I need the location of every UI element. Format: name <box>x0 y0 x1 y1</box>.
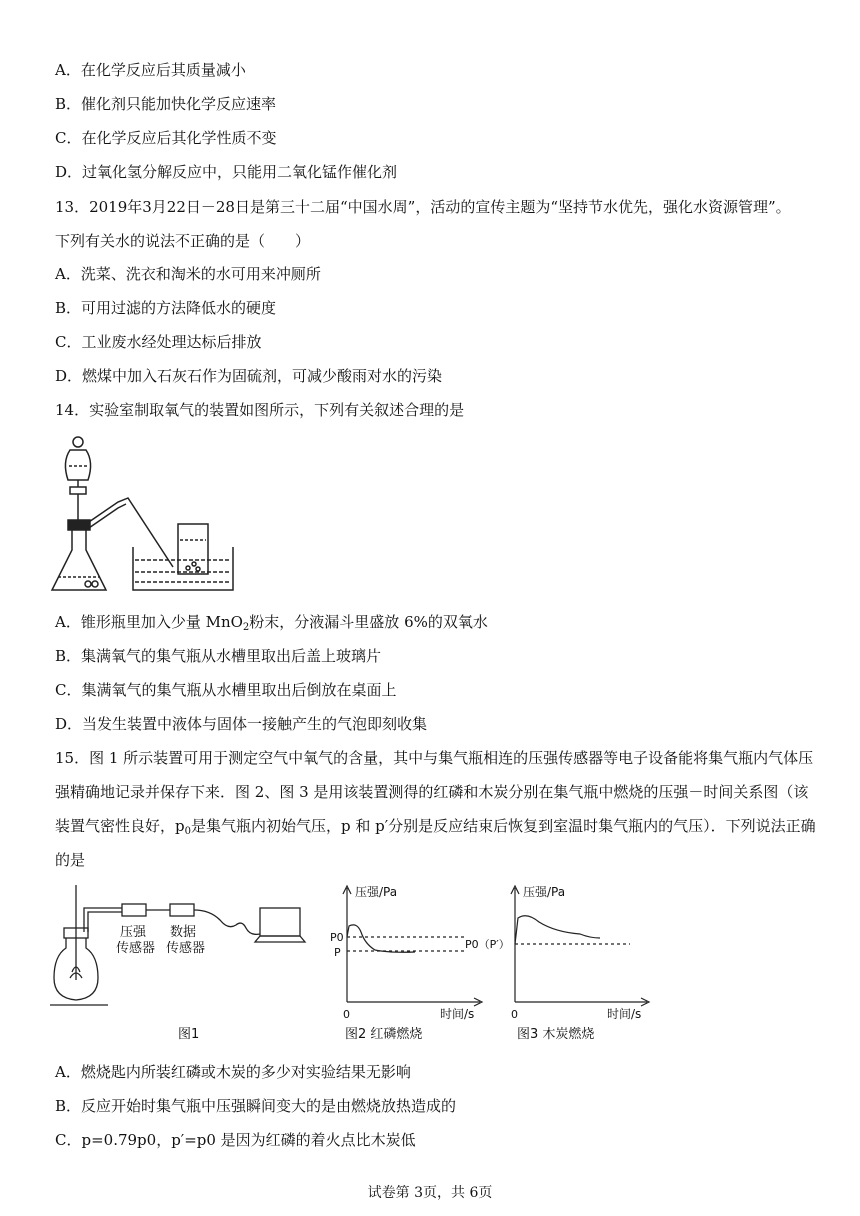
figure-1-apparatus <box>50 880 320 1045</box>
q14-option-d: D．当发生装置中液体与固体一接触产生的气泡即刻收集 <box>55 715 428 733</box>
sensor1-line1: 压强 <box>120 925 147 940</box>
figure-3-p0-label: P0（P′） <box>465 938 510 951</box>
q13-option-d: D．燃煤中加入石灰石作为固硫剂，可减少酸雨对水的污染 <box>55 367 443 385</box>
charcoal-pressure-curve <box>515 916 600 944</box>
figure-3-caption: 图3 木炭燃烧 <box>517 1027 595 1042</box>
q14-stem: 14．实验室制取氧气的装置如图所示，下列有关叙述合理的是 <box>55 401 465 419</box>
q14-option-c: C．集满氧气的集气瓶从水槽里取出后倒放在桌面上 <box>55 681 397 699</box>
figure-1-caption: 图1 <box>178 1027 200 1042</box>
q12-option-a: A．在化学反应后其质量减小 <box>55 61 246 79</box>
q13-option-c: C．工业废水经处理达标后排放 <box>55 333 262 351</box>
sensor2-line1: 数据 <box>170 925 197 940</box>
q15-stem-line4: 的是 <box>55 851 86 869</box>
q15-stem-line2: 强精确地记录并保存下来．图 2、图 3 是用该装置测得的红磷和木炭分别在集气瓶中燃烧的压强－时间关系图（该 <box>55 783 809 801</box>
figure-2-xlabel: 时间/s <box>440 1007 475 1021</box>
q15-option-c: C．p=0.79p0，p′=p0 是因为红磷的着火点比木炭低 <box>55 1131 416 1149</box>
red-phosphorus-pressure-curve <box>347 925 415 952</box>
q15-option-a: A．燃烧匙内所装红磷或木炭的多少对实验结果无影响 <box>55 1063 411 1081</box>
q14-option-a: A．锥形瓶里加入少量 MnO$_2$粉末，分液漏斗里盛放 6%的双氧水 <box>55 613 488 633</box>
sensor2-line2: 传感器 <box>166 941 206 956</box>
q12-option-c: C．在化学反应后其化学性质不变 <box>55 129 277 147</box>
figure-2-origin: 0 <box>343 1008 350 1021</box>
figure-3-chart <box>465 878 655 1048</box>
figure-3-xlabel: 时间/s <box>607 1007 642 1021</box>
oxygen-apparatus-figure <box>48 432 238 597</box>
figure-2-p-label: P <box>334 946 341 959</box>
q12-option-d: D．过氧化氢分解反应中，只能用二氧化锰作催化剂 <box>55 163 398 181</box>
figure-2-p0-label: P0 <box>330 931 344 944</box>
q15-stem-line3: 装置气密性良好，$p_0$是集气瓶内初始气压，p 和 p′分别是反应结束后恢复到室温时集气瓶内的气压）．下列说法正确 <box>55 817 816 837</box>
q13-stem: 13．2019年3月22日－28日是第三十二届“中国水周”，活动的宣传主题为“坚持节水优先，强化水资源管理”。下列有关水的说法不正确的是（ ） <box>55 198 791 250</box>
figure-3-origin: 0 <box>511 1008 518 1021</box>
figure-3-ylabel: 压强/Pa <box>523 885 566 899</box>
figure-2-caption: 图2 红磷燃烧 <box>345 1027 423 1042</box>
q13-option-a: A．洗菜、洗衣和淘米的水可用来冲厕所 <box>55 265 321 283</box>
figure-2-ylabel: 压强/Pa <box>355 885 398 899</box>
q15-option-b: B．反应开始时集气瓶中压强瞬间变大的是由燃烧放热造成的 <box>55 1097 457 1115</box>
q14-option-b: B．集满氧气的集气瓶从水槽里取出后盖上玻璃片 <box>55 647 382 665</box>
q13-option-b: B．可用过滤的方法降低水的硬度 <box>55 299 277 317</box>
page-footer: 试卷第 3页，共 6页 <box>367 1185 493 1201</box>
q15-stem-line1: 15．图 1 所示装置可用于测定空气中氧气的含量，其中与集气瓶相连的压强传感器等电子设备能将集气瓶内气体压 <box>55 749 814 767</box>
sensor1-line2: 传感器 <box>116 941 156 956</box>
q12-option-b: B．催化剂只能加快化学反应速率 <box>55 95 277 113</box>
